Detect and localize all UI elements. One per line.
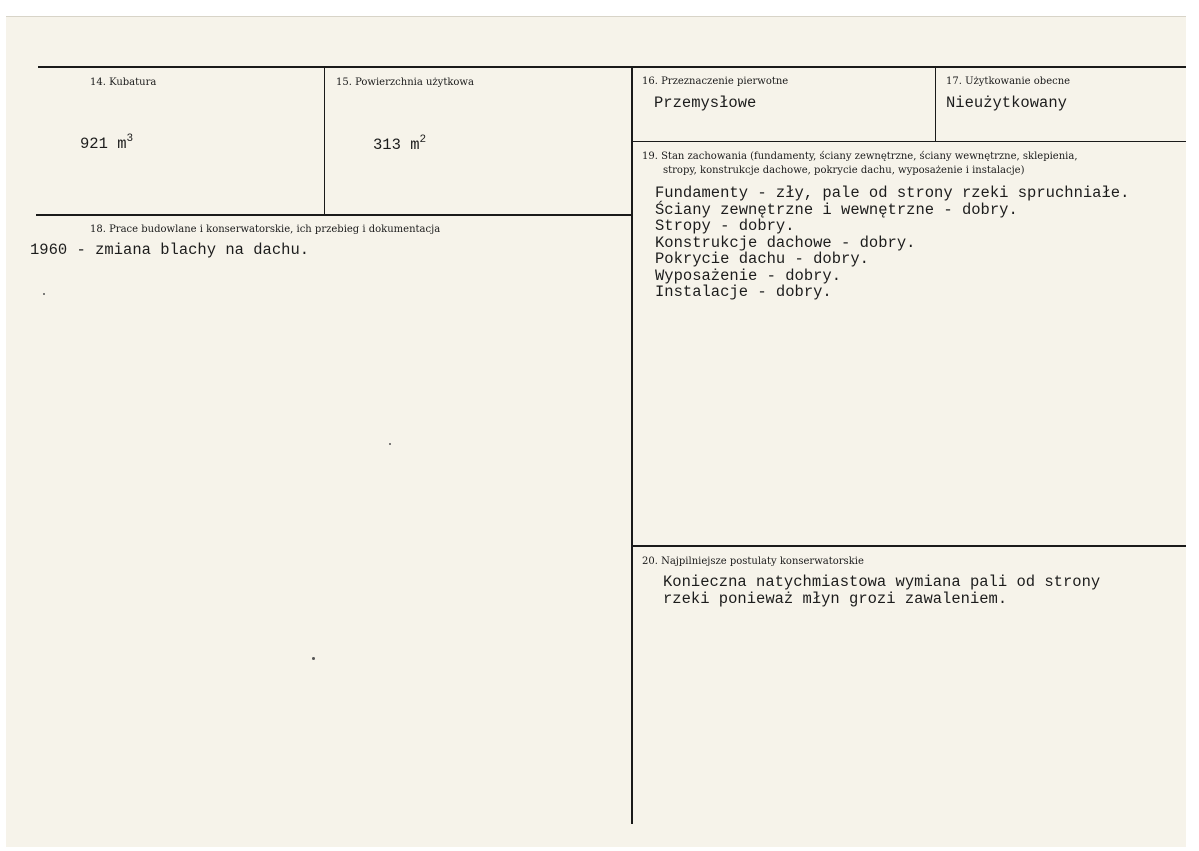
field-19-value: [655, 185, 1129, 301]
field-14-exponent: 3: [126, 133, 134, 145]
rule-14-18: [36, 214, 632, 216]
divider-15-16: [631, 67, 633, 824]
field-17-value: Nieużytkowany: [946, 94, 1067, 112]
paper-speck: [389, 443, 391, 445]
paper-speck: [43, 293, 45, 295]
field-19-line: Fundamenty - zły, pale od strony rzeki spruchniałe.: [655, 184, 1130, 202]
field-15-label: 15. Powierzchnia użytkowa: [336, 77, 474, 88]
field-15-number: 313 m: [373, 136, 420, 154]
scan-top-margin: [0, 0, 1199, 16]
paper-speck: [312, 657, 315, 660]
field-19-line: Instalacje - dobry.: [655, 283, 832, 301]
field-20-line: rzeki ponieważ młyn grozi zawaleniem.: [663, 589, 1008, 608]
inventory-card: [6, 16, 1186, 847]
rule-19-20: [632, 545, 1186, 547]
field-16-value: Przemysłowe: [654, 94, 757, 112]
field-19-label-line2: stropy, konstrukcje dachowe, pokrycie dachu, wyposażenie i instalacje): [663, 165, 1025, 176]
field-19-line: Pokrycie dachu - dobry.: [655, 250, 869, 268]
rule-16-19: [632, 141, 1186, 142]
field-14-number: 921 m: [80, 135, 127, 153]
field-19-line: Stropy - dobry.: [655, 217, 795, 235]
top-rule: [38, 66, 1186, 68]
field-18-value: 1960 - zmiana blachy na dachu.: [30, 241, 310, 259]
field-15-value: [373, 132, 426, 154]
field-16-label: 16. Przeznaczenie pierwotne: [642, 76, 789, 87]
field-19-label-line1: 19. Stan zachowania (fundamenty, ściany zewnętrzne, ściany wewnętrzne, sklepienia,: [642, 151, 1078, 162]
field-19-line: Ściany zewnętrzne i wewnętrzne - dobry.: [655, 200, 1018, 219]
field-19-line: Wyposażenie - dobry.: [655, 266, 842, 285]
field-15-exponent: 2: [419, 134, 427, 146]
field-14-label: 14. Kubatura: [90, 77, 157, 88]
divider-14-15: [324, 67, 325, 215]
field-20-value: [663, 574, 1100, 607]
field-19-line: Konstrukcje dachowe - dobry.: [655, 233, 916, 252]
divider-16-17: [935, 67, 936, 141]
field-14-value: [80, 131, 133, 153]
field-18-label: 18. Prace budowlane i konserwatorskie, ich przebieg i dokumentacja: [90, 224, 441, 235]
field-17-label: 17. Użytkowanie obecne: [946, 76, 1071, 87]
field-20-label: 20. Najpilniejsze postulaty konserwatorskie: [642, 556, 864, 567]
field-20-line: Konieczna natychmiastowa wymiana pali od strony: [663, 573, 1101, 591]
